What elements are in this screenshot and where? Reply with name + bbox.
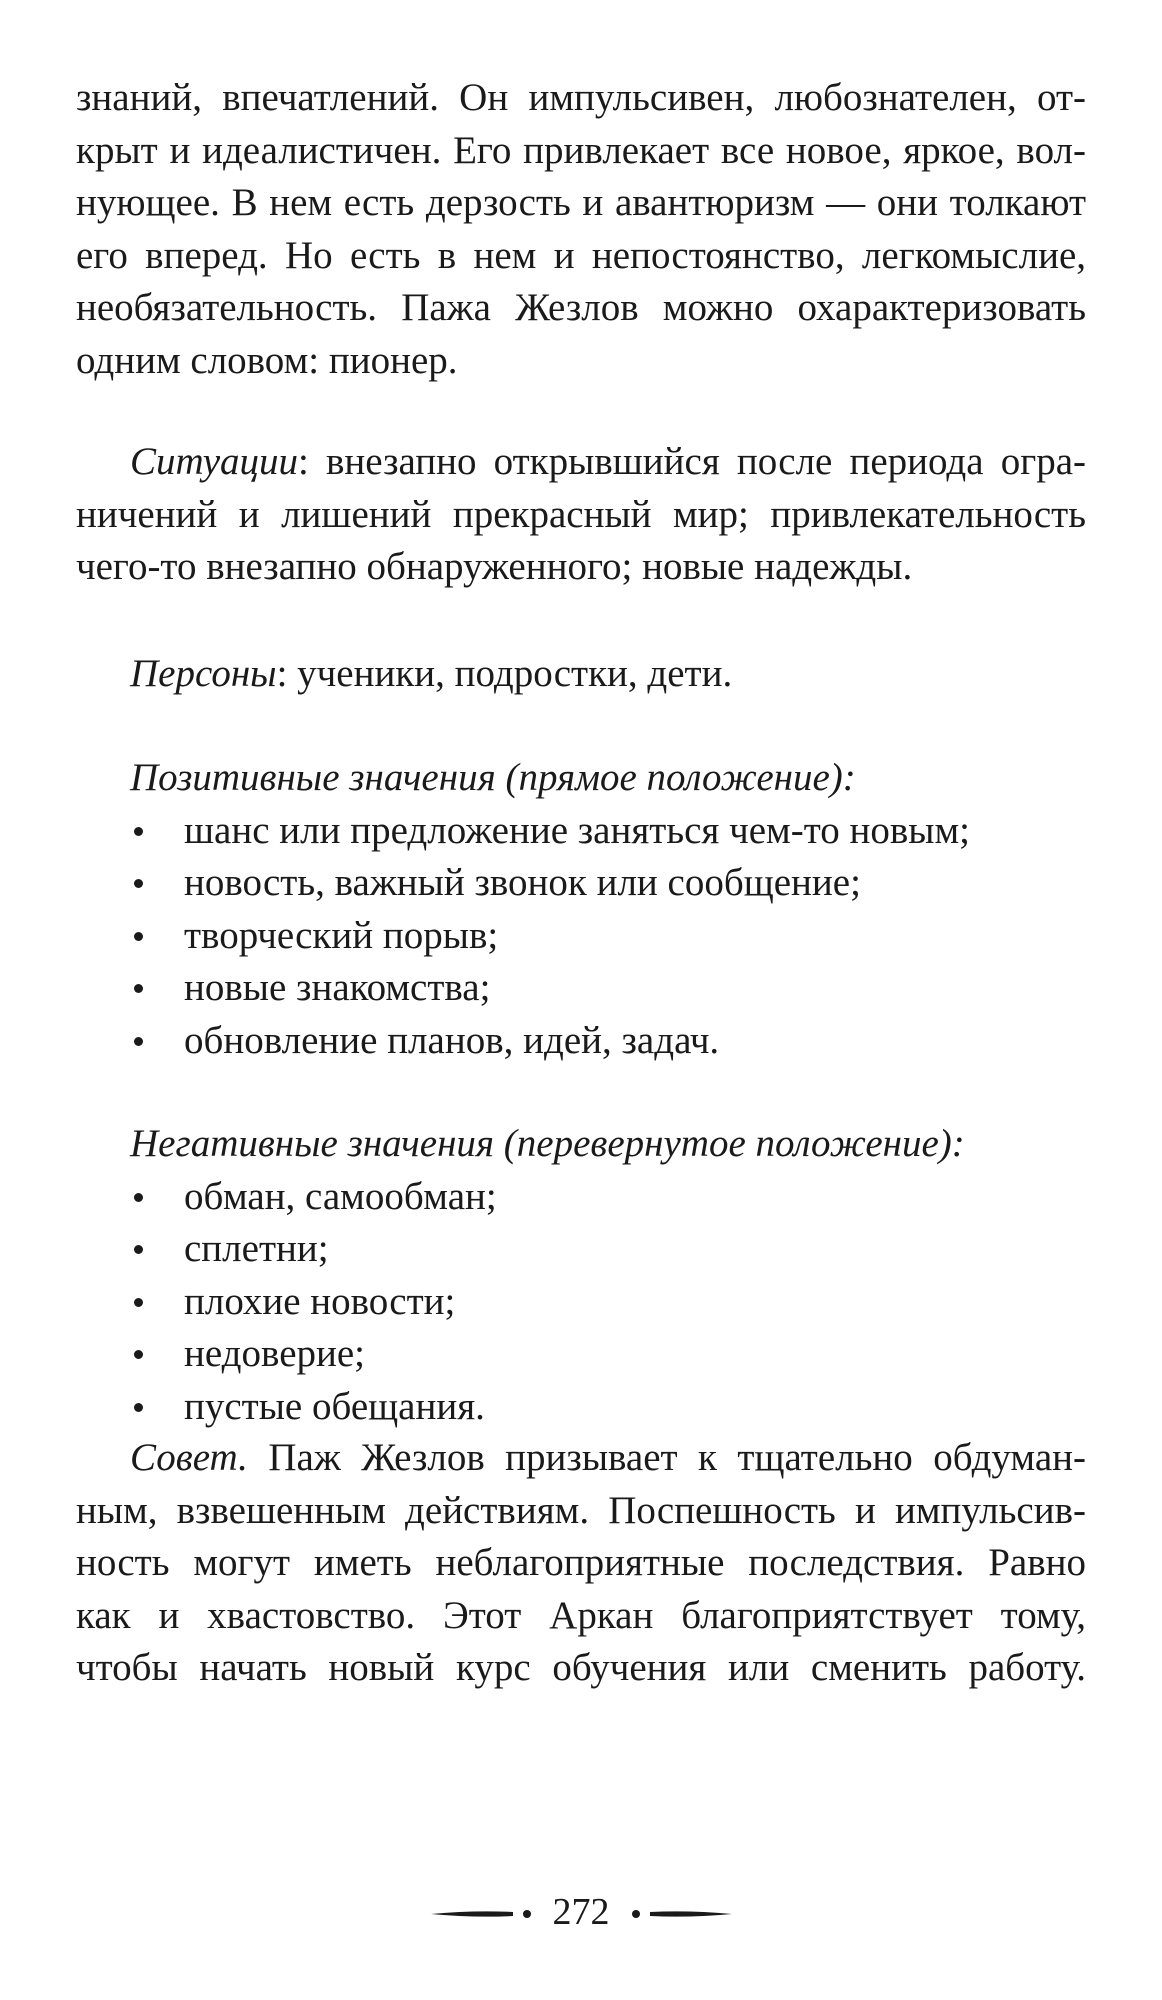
- positive-list: [76, 805, 1086, 1068]
- negative-section: [76, 1118, 1086, 1433]
- text-line: необязательность. Пажа Жезлов можно охарактеризовать: [76, 286, 1086, 329]
- positive-heading: Позитивные значения (прямое положение):: [130, 756, 856, 799]
- bullet-icon: [134, 1193, 143, 1202]
- right-flourish-icon: [628, 1890, 734, 1934]
- text-line: чтобы начать новый курс обучения или сменить работу.: [76, 1646, 1086, 1689]
- bullet-icon: [134, 1298, 143, 1307]
- list-item: обман, самообман;: [76, 1171, 1086, 1224]
- bullet-icon: [134, 1403, 143, 1412]
- text-line: [76, 648, 1086, 701]
- list-item: обновление планов, идей, задач.: [76, 1015, 1086, 1068]
- negative-list: [76, 1171, 1086, 1434]
- advice-label: Совет.: [130, 1436, 248, 1479]
- persons-paragraph: [76, 648, 1086, 701]
- situations-text: : внезапно открывшийся после периода огра-: [298, 440, 1086, 483]
- bullet-icon: [134, 984, 143, 993]
- text-line: [76, 1432, 1086, 1485]
- persons-text: : ученики, подростки, дети.: [276, 652, 733, 695]
- text-line: ность могут иметь неблагоприятные последствия. Равно: [76, 1541, 1086, 1584]
- bullet-icon: [134, 1350, 143, 1359]
- bullet-icon: [134, 932, 143, 941]
- advice-paragraph: [76, 1432, 1086, 1695]
- text-line: нующее. В нем есть дерзость и авантюризм — они толкают: [76, 181, 1086, 224]
- list-item: шанс или предложение заняться чем-то новым;: [76, 805, 1086, 858]
- text-line: как и хвастовство. Этот Аркан благоприятствует тому,: [76, 1593, 1086, 1637]
- page-footer: [0, 1882, 1162, 1942]
- list-item: новость, важный звонок или сообщение;: [76, 857, 1086, 910]
- negative-heading: Негативные значения (перевернутое положение):: [130, 1122, 965, 1165]
- text-line: ничений и лишений прекрасный мир; привлекательность: [76, 492, 1086, 536]
- text-line: знаний, впечатлений. Он импульсивен, любознателен, от-: [76, 76, 1086, 119]
- text-line: крыт и идеалистичен. Его привлекает все новое, яркое, вол-: [76, 128, 1086, 172]
- intro-paragraph: [76, 72, 1086, 387]
- advice-text: Паж Жезлов призывает к тщательно обдуман-: [247, 1436, 1086, 1479]
- text-line: ным, взвешенным действиям. Поспешность и импульсив-: [76, 1488, 1086, 1532]
- persons-label: Персоны: [130, 652, 277, 695]
- text-line: его вперед. Но есть в нем и непостоянство, легкомыслие,: [76, 233, 1086, 277]
- situations-label: Ситуации: [130, 440, 299, 483]
- page-number: 272: [552, 1891, 610, 1933]
- bullet-icon: [134, 1245, 143, 1254]
- positive-section: [76, 752, 1086, 1067]
- text-line: одним словом: пионер.: [76, 338, 458, 382]
- list-item: новые знакомства;: [76, 962, 1086, 1015]
- list-item: сплетни;: [76, 1223, 1086, 1276]
- list-item: недоверие;: [76, 1328, 1086, 1381]
- list-item: творческий порыв;: [76, 910, 1086, 963]
- left-flourish-icon: [429, 1890, 535, 1934]
- list-item: пустые обещания.: [76, 1381, 1086, 1434]
- list-item: плохие новости;: [76, 1276, 1086, 1329]
- bullet-icon: [134, 827, 143, 836]
- bullet-icon: [134, 1037, 143, 1046]
- text-line: чего-то внезапно обнаруженного; новые надежды.: [76, 545, 913, 588]
- bullet-icon: [134, 879, 143, 888]
- situations-paragraph: [76, 436, 1086, 594]
- text-line: [76, 436, 1086, 489]
